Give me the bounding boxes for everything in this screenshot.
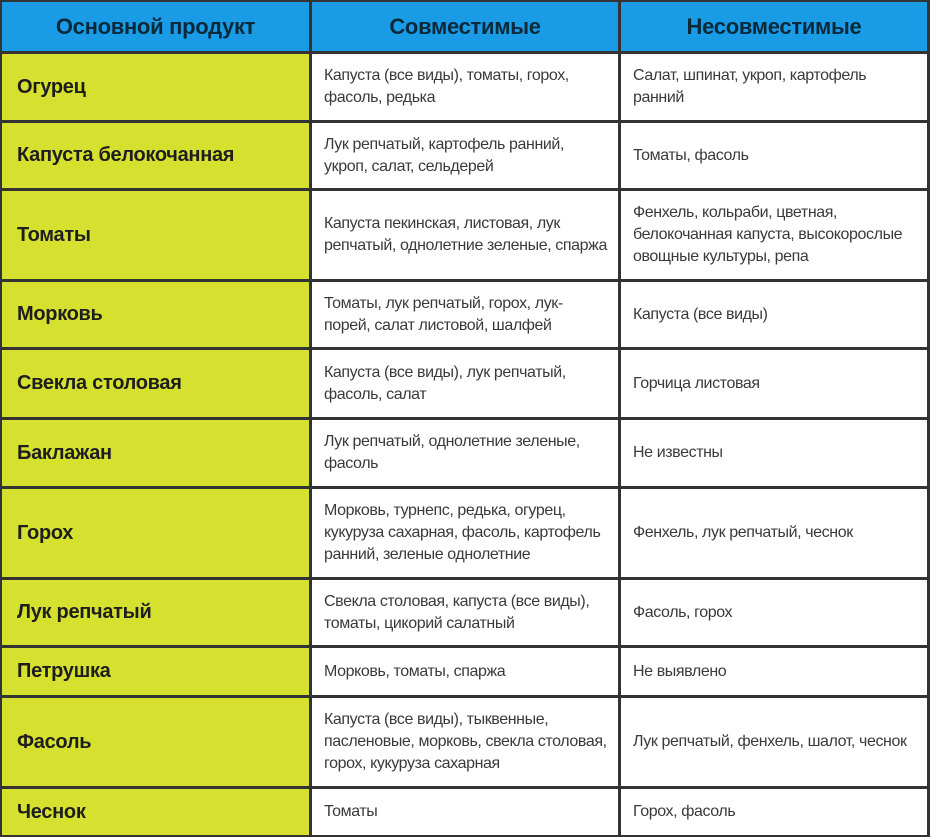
- table-row: [0, 648, 930, 695]
- compatible-cell: Томаты: [312, 789, 618, 835]
- incompatible-cell: Фенхель, лук репчатый, чеснок: [621, 489, 927, 577]
- table-header: [0, 2, 930, 51]
- product-cell: Огурец: [2, 54, 309, 120]
- table-row: [0, 282, 930, 347]
- product-cell: Свекла столовая: [2, 350, 309, 417]
- product-cell: Морковь: [2, 282, 309, 347]
- compatible-cell: Лук репчатый, однолетние зеленые, фасоль: [312, 420, 618, 486]
- product-cell: Томаты: [2, 191, 309, 279]
- incompatible-cell: Фасоль, горох: [621, 580, 927, 645]
- incompatible-cell: Томаты, фасоль: [621, 123, 927, 188]
- incompatible-cell: Капуста (все виды): [621, 282, 927, 347]
- compatible-cell: Капуста (все виды), тыквенные, пасленовые, морковь, свекла столовая, горох, кукуруза сахарная: [312, 698, 618, 786]
- compatible-cell: Капуста (все виды), лук репчатый, фасоль, салат: [312, 350, 618, 417]
- product-cell: Фасоль: [2, 698, 309, 786]
- incompatible-cell: Не известны: [621, 420, 927, 486]
- product-cell: Баклажан: [2, 420, 309, 486]
- table-row: [0, 698, 930, 786]
- incompatible-cell: Салат, шпинат, укроп, картофель ранний: [621, 54, 927, 120]
- compatible-cell: Капуста (все виды), томаты, горох, фасоль, редька: [312, 54, 618, 120]
- table-row: [0, 489, 930, 577]
- product-cell: Капуста белокочанная: [2, 123, 309, 188]
- table-row: [0, 191, 930, 279]
- compatible-cell: Лук репчатый, картофель ранний, укроп, салат, сельдерей: [312, 123, 618, 188]
- header-product: Основной продукт: [2, 2, 309, 51]
- incompatible-cell: Горчица листовая: [621, 350, 927, 417]
- product-cell: Горох: [2, 489, 309, 577]
- compatible-cell: Свекла столовая, капуста (все виды), томаты, цикорий салатный: [312, 580, 618, 645]
- table-row: [0, 580, 930, 645]
- header-incompatible: Несовместимые: [621, 2, 927, 51]
- incompatible-cell: Лук репчатый, фенхель, шалот, чеснок: [621, 698, 927, 786]
- compatible-cell: Капуста пекинская, листовая, лук репчатый, однолетние зеленые, спаржа: [312, 191, 618, 279]
- compatible-cell: Морковь, томаты, спаржа: [312, 648, 618, 695]
- incompatible-cell: Фенхель, кольраби, цветная, белокочанная капуста, высокорослые овощные культуры, репа: [621, 191, 927, 279]
- product-cell: Петрушка: [2, 648, 309, 695]
- table-row: [0, 54, 930, 120]
- header-compatible: Совместимые: [312, 2, 618, 51]
- table-row: [0, 789, 930, 835]
- incompatible-cell: Горох, фасоль: [621, 789, 927, 835]
- table-row: [0, 123, 930, 188]
- compatible-cell: Томаты, лук репчатый, горох, лук-порей, салат листовой, шалфей: [312, 282, 618, 347]
- table-row: [0, 350, 930, 417]
- incompatible-cell: Не выявлено: [621, 648, 927, 695]
- table-row: [0, 420, 930, 486]
- product-cell: Лук репчатый: [2, 580, 309, 645]
- compatible-cell: Морковь, турнепс, редька, огурец, кукуруза сахарная, фасоль, картофель ранний, зеленые однолетние: [312, 489, 618, 577]
- product-cell: Чеснок: [2, 789, 309, 835]
